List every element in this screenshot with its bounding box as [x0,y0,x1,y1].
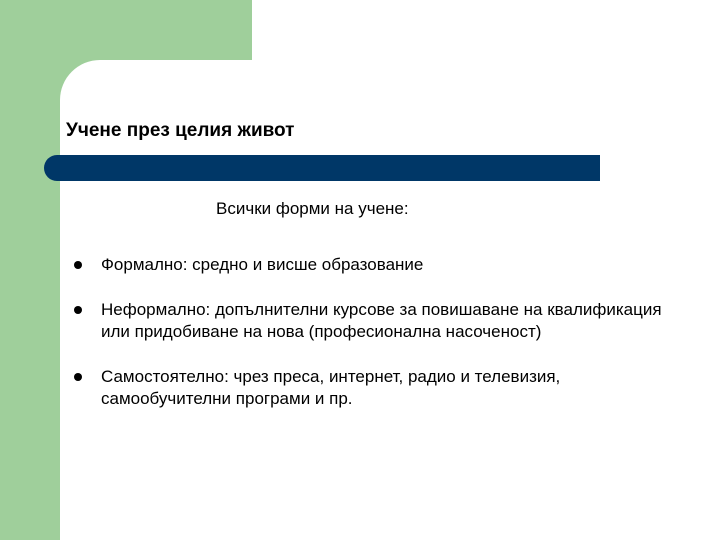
title-underline-bar [44,155,600,181]
bullet-item-selfstudy [74,366,684,410]
bullet-list [74,254,684,410]
bullet-text: Формално: средно и висше образование [101,255,424,274]
intro-text: Всички форми на учене: [216,199,409,218]
bullet-item-nonformal [74,299,684,343]
bullet-text: Неформално: допълнителни курсове за повишаване на квалификация или придобиване на нова (професионална насоченост) [101,300,662,341]
bullet-dot-icon [74,373,82,381]
bullet-dot-icon [74,306,82,314]
bullet-text: Самостоятелно: чрез преса, интернет, радио и телевизия, самообучителни програми и пр. [101,367,561,408]
slide-title: Учене през целия живот [66,120,295,141]
bullet-item-formal [74,254,684,276]
bullet-dot-icon [74,261,82,269]
